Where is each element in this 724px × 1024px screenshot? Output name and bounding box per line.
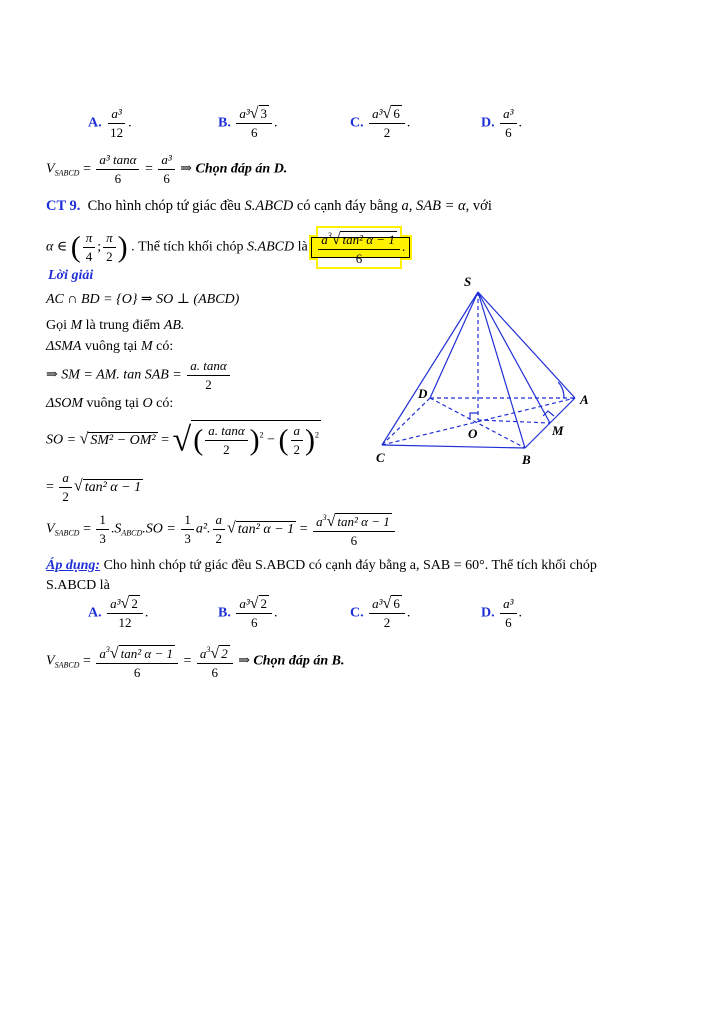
label-d: D [418, 386, 428, 401]
option-b-root: 3 [260, 106, 268, 121]
option-a-denominator: 12 [110, 125, 124, 140]
ct9-interval-line: α ∈ ( $\frac{\pi}{4}$ ; $\frac{\pi}{2}$ ) . Thể tích khối chóp S.ABCD là $\frac{a^3√ \tan^2 \alpha - 1}{6}$ . [46, 228, 410, 267]
label-o: O [468, 426, 478, 441]
label-a: A [580, 392, 589, 407]
q1-option-a: A. $\frac{\text{a³}}{12}$ . [88, 106, 132, 140]
ct9-statement: CT 9. Cho hình chóp tứ giác đều S.ABCD có cạnh đáy bằng a, SAB = α, với [46, 198, 492, 214]
q1-option-c: C. $\frac{\text{a³√ 6}}{2}$ . [350, 105, 411, 140]
solution-line-3: ΔSMA vuông tại M có: [46, 339, 174, 354]
apply-option-a: A. $\frac{\text{a³√ 2}}{12}$ . [88, 595, 149, 630]
apply-heading: Áp dụng: [46, 558, 101, 573]
ct9-formula-box: $\frac{a^3√ \tan^2 \alpha - 1}{6}$ . [311, 237, 410, 258]
ct9-label: CT 9. [46, 198, 81, 214]
label-b: B [522, 452, 531, 467]
solution-heading: Lời giải [48, 268, 94, 283]
answer-conclusion: Chọn đáp án D. [195, 161, 288, 177]
apply-option-d: D. $\frac{\text{a³}}{6}$ . [481, 596, 523, 630]
apply-conclusion: Chọn đáp án B. [253, 653, 345, 669]
q1-option-b: B. $\frac{\text{a³√ 3}}{6}$ . [218, 105, 278, 140]
solution-line-8: $V_{SABCD}$ = $\frac{1}{3}$ $.S_{ABCD}.SO$ = $\frac{1}{3}$ a². $\frac{a}{2}$ √ tan² α − 1 = $\frac{a^3√ \tan^2 \alpha - 1}{6}$ [46, 510, 397, 549]
label-m: M [552, 423, 564, 438]
solution-line-5: ΔSOM vuông tại O có: [46, 396, 174, 411]
label-s: S [464, 274, 472, 289]
pyramid-diagram [370, 270, 610, 470]
q1-answer-line: $V_{SABCD}$ = $\frac{\text{a³ tanα}}{6}$ = $\frac{\text{a³}}{6}$ ⇒ Chọn đáp án D. [46, 152, 288, 186]
solution-line-2: Gọi M là trung điểm AB. [46, 318, 185, 333]
apply-statement: Áp dụng: Cho hình chóp tứ giác đều S.ABCD có cạnh đáy bằng a, SAB = 60°. Thể tích khối chóp S.ABCD là [46, 558, 597, 593]
solution-line-6: SO = √ SM² − OM² = √( $\frac{a. \tan\alpha}{2}$ )$^2$ − ( $\frac{a}{2}$ )$^2$ [46, 421, 320, 459]
label-c: C [376, 450, 385, 465]
apply-option-c: C. $\frac{\text{a³√ 6}}{2}$ . [350, 595, 411, 630]
pyramid-figure [370, 270, 610, 475]
solution-line-4: ⇒ SM = AM. tan SAB = $\frac{a. \tan\alpha}{2}$ [46, 358, 232, 393]
apply-answer-line: $V_{SABCD}$ = $\frac{a^3√ \tan^2 \alpha - 1}{6}$ = $\frac{a^3√ 2}{6}$ ⇒ Chọn đáp án B. [46, 642, 344, 681]
option-a-numerator: a³ [108, 106, 124, 124]
apply-option-b: B. $\frac{\text{a³√ 2}}{6}$ . [218, 595, 278, 630]
solution-line-7: = $\frac{a}{2}$ √ tan² α − 1 [46, 470, 142, 504]
solution-line-1: AC ∩ BD = {O} ⇒ SO ⊥ (ABCD) [46, 292, 240, 307]
q1-option-d: D. $\frac{\text{a³}}{6}$ . [481, 106, 523, 140]
